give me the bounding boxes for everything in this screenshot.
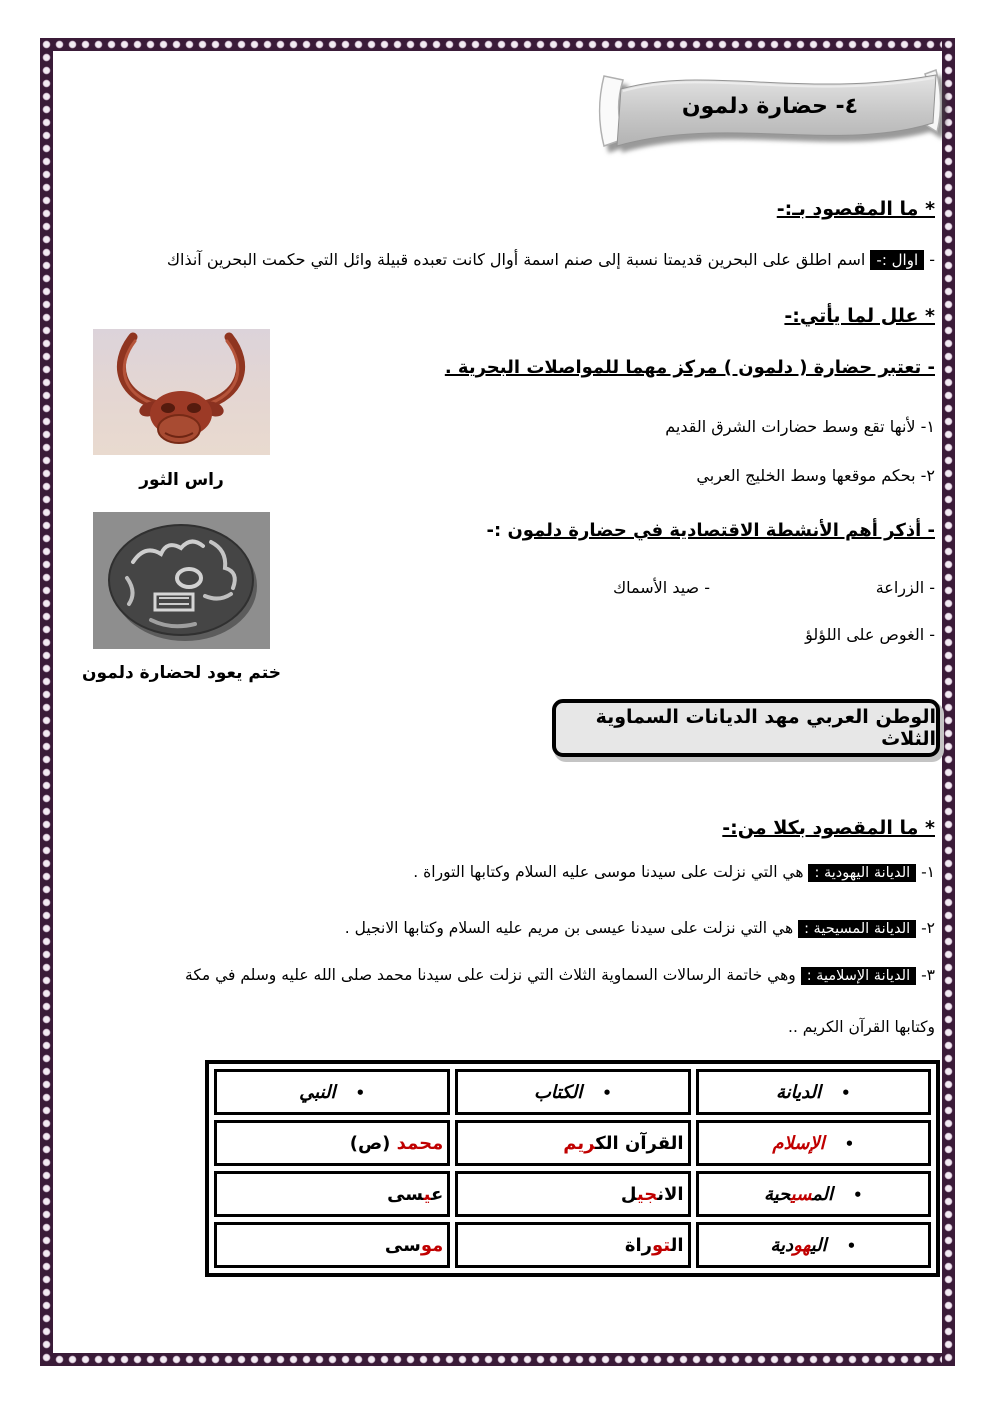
explain-reason-1: ١- لأنها تقع وسط حضارات الشرق القديم <box>665 417 935 436</box>
bullet-icon: • <box>846 1236 857 1255</box>
meaning-line <box>167 250 935 270</box>
activity-pearl-diving: - الغوص على اللؤلؤ <box>805 625 935 644</box>
explain-statement: - تعتبر حضارة ( دلمون ) مركز مهما للمواصلات البحرية . <box>444 357 935 378</box>
bullet-icon: • <box>844 1134 855 1153</box>
table-row-judaism <box>214 1222 931 1268</box>
bull-caption: راس الثور <box>139 470 224 490</box>
religion-name: المسيحية <box>763 1183 834 1205</box>
activity-agriculture: - الزراعة <box>875 578 935 597</box>
prophet-cell <box>214 1222 450 1268</box>
meaning-dash: - <box>924 250 935 269</box>
table-row-islam <box>214 1120 931 1166</box>
seal-image <box>93 512 270 649</box>
religions-banner: الوطن العربي مهد الديانات السماوية الثلاث <box>552 699 940 757</box>
book-cell <box>455 1222 690 1268</box>
meaning-heading: * ما المقصود بـ:- <box>776 198 935 220</box>
term-islam: الديانة الإسلامية : <box>801 967 916 985</box>
term-judaism: الديانة اليهودية : <box>808 864 916 882</box>
islam-definition: وهي خاتمة الرسالات السماوية الثلاث التي نزلت على سيدنا محمد صلى الله عليه وسلم في مكة <box>185 966 801 984</box>
frame-border-left <box>40 38 53 1366</box>
frame-border-top <box>40 38 955 51</box>
activities-heading-underline: - أذكر أهم الأنشطة الاقتصادية في حضارة دلمون <box>507 520 935 541</box>
term-christianity: الديانة المسيحية : <box>798 920 916 938</box>
bullet-icon: • <box>853 1185 863 1204</box>
item-number: ٢- <box>916 919 935 937</box>
religion-cell <box>696 1171 931 1217</box>
activities-heading-tail: :- <box>486 520 508 541</box>
book-cell <box>455 1171 690 1217</box>
explain-heading: * علل لما يأتي:- <box>784 305 935 327</box>
religion-item-islam <box>185 966 935 985</box>
frame-border-bottom <box>40 1353 955 1366</box>
item-number: ١- <box>916 863 935 881</box>
header-prophet <box>214 1069 450 1115</box>
activities-heading <box>487 520 936 541</box>
book-name: القرآن الكريم <box>563 1132 684 1154</box>
seal-drawing <box>93 512 270 649</box>
religion-cell <box>696 1120 931 1166</box>
header-prophet-label: النبي <box>299 1081 336 1103</box>
religion-item-christianity <box>345 919 935 938</box>
prophet-name: موسى <box>384 1234 444 1256</box>
bullet-icon: • <box>841 1083 851 1102</box>
prophet-cell <box>214 1120 450 1166</box>
table-header-row <box>214 1069 931 1115</box>
book-name: الانجيل <box>620 1183 684 1205</box>
prophet-name: محمد (ص) <box>349 1132 444 1154</box>
explain-reason-2: ٢- بحكم موقعها وسط الخليج العربي <box>696 466 935 485</box>
book-name: التوراة <box>624 1234 684 1256</box>
seal-caption: ختم يعود لحضارة دلمون <box>82 663 281 683</box>
bull-head-drawing <box>93 329 270 455</box>
header-book-label: الكتاب <box>533 1081 583 1103</box>
judaism-definition: هي التي نزلت على سيدنا موسى عليه السلام وكتابها التوراة . <box>413 863 809 881</box>
islam-definition-line2: وكتابها القرآن الكريم .. <box>788 1018 935 1036</box>
term-awal: اوال :- <box>870 250 924 270</box>
frame-border-right <box>942 38 955 1366</box>
page-title: ٤- حضارة دلمون <box>681 94 859 119</box>
item-number: ٣- <box>916 966 935 984</box>
prophet-name: عيسى <box>387 1183 444 1205</box>
bullet-icon: • <box>602 1083 612 1102</box>
activity-fishing: - صيد الأسماك <box>612 578 710 597</box>
bull-head-image <box>93 329 270 455</box>
header-book <box>455 1069 690 1115</box>
religion-name: اليهودية <box>770 1234 827 1256</box>
religion-name: الإسلام <box>772 1132 825 1154</box>
prophet-cell <box>214 1171 450 1217</box>
religions-heading: * ما المقصود بكلا من:- <box>722 817 935 839</box>
header-religion-label: الديانة <box>775 1081 822 1103</box>
header-religion <box>696 1069 931 1115</box>
christianity-definition: هي التي نزلت على سيدنا عيسى بن مريم عليه السلام وكتابها الانجيل . <box>344 919 799 937</box>
religion-item-judaism <box>413 863 935 882</box>
religions-table <box>205 1060 940 1277</box>
religion-cell <box>696 1222 931 1268</box>
book-cell <box>455 1120 690 1166</box>
bullet-icon: • <box>355 1083 366 1102</box>
table-row-christianity <box>214 1171 931 1217</box>
meaning-definition: اسم اطلق على البحرين قديمتا نسبة إلى صنم اسمة أوال كانت تعبده قبيلة وائل التي حكمت البحرين آنذاك <box>166 250 871 269</box>
